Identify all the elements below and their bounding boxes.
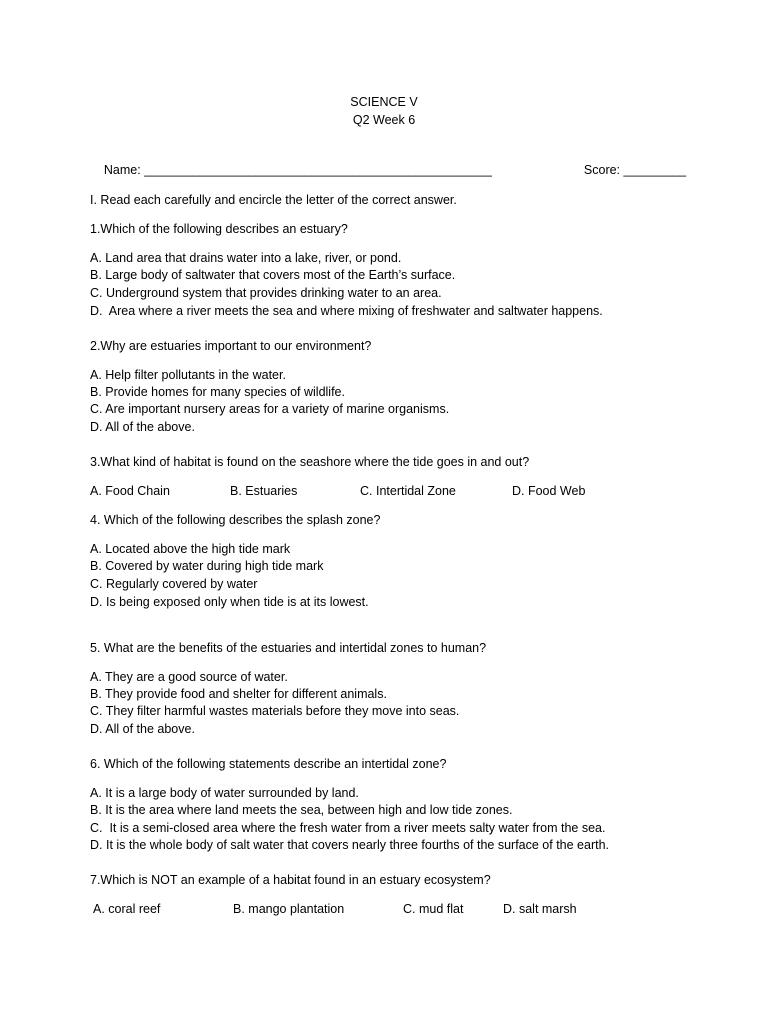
q4-choice-c: C. Regularly covered by water (90, 577, 258, 591)
question-4: 4. Which of the following describes the splash zone? (90, 513, 381, 527)
q1-choice-a: A. Land area that drains water into a lake, river, or pond. (90, 251, 402, 265)
worksheet-week: Q2 Week 6 (352, 113, 416, 127)
q7-choice-d: D. salt marsh (503, 902, 577, 916)
q6-choice-c: C. It is a semi-closed area where the fresh water from a river meets salty water from the sea. (90, 821, 606, 835)
q1-choice-c: C. Underground system that provides drinking water to an area. (90, 286, 442, 300)
question-6: 6. Which of the following statements describe an intertidal zone? (90, 757, 447, 771)
question-1: 1.Which of the following describes an estuary? (90, 222, 348, 236)
q6-choice-d: D. It is the whole body of salt water that covers nearly three fourths of the surface of the earth. (90, 838, 610, 852)
q7-choice-b: B. mango plantation (233, 902, 345, 916)
q2-choice-b: B. Provide homes for many species of wildlife. (90, 385, 345, 399)
worksheet-subject: SCIENCE V (350, 95, 418, 109)
q3-choice-d: D. Food Web (512, 484, 586, 498)
name-field (90, 146, 492, 194)
q7-choice-c: C. mud flat (403, 902, 464, 916)
name-label: Name: __________________________________________________ (103, 163, 492, 177)
q4-choice-a: A. Located above the high tide mark (90, 542, 291, 556)
q7-choice-a: A. coral reef (93, 902, 161, 916)
question-3: 3.What kind of habitat is found on the seashore where the tide goes in and out? (90, 455, 530, 469)
question-7: 7.Which is NOT an example of a habitat found in an estuary ecosystem? (90, 873, 491, 887)
q6-choice-a: A. It is a large body of water surrounded by land. (90, 786, 359, 800)
instructions: I. Read each carefully and encircle the letter of the correct answer. (90, 193, 457, 207)
q5-choice-c: C. They filter harmful wastes materials before they move into seas. (90, 704, 460, 718)
q5-choice-b: B. They provide food and shelter for different animals. (90, 687, 387, 701)
q3-choice-a: A. Food Chain (90, 484, 170, 498)
q4-choice-b: B. Covered by water during high tide mark (90, 559, 324, 573)
q2-choice-a: A. Help filter pollutants in the water. (90, 368, 286, 382)
q3-choice-c: C. Intertidal Zone (360, 484, 456, 498)
q2-choice-d: D. All of the above. (90, 420, 195, 434)
q4-choice-d: D. Is being exposed only when tide is at its lowest. (90, 595, 369, 609)
q1-choice-d: D. Area where a river meets the sea and where mixing of freshwater and saltwater happens. (90, 304, 603, 318)
q1-choice-b: B. Large body of saltwater that covers most of the Earth’s surface. (90, 268, 456, 282)
q6-choice-b: B. It is the area where land meets the sea, between high and low tide zones. (90, 803, 513, 817)
q2-choice-c: C. Are important nursery areas for a variety of marine organisms. (90, 402, 450, 416)
score-label: Score: _________ (583, 163, 687, 177)
score-field (570, 146, 686, 194)
q5-choice-a: A. They are a good source of water. (90, 670, 288, 684)
q3-choice-b: B. Estuaries (230, 484, 298, 498)
q5-choice-d: D. All of the above. (90, 722, 195, 736)
question-2: 2.Why are estuaries important to our environment? (90, 339, 372, 353)
question-5: 5. What are the benefits of the estuaries and intertidal zones to human? (90, 641, 487, 655)
